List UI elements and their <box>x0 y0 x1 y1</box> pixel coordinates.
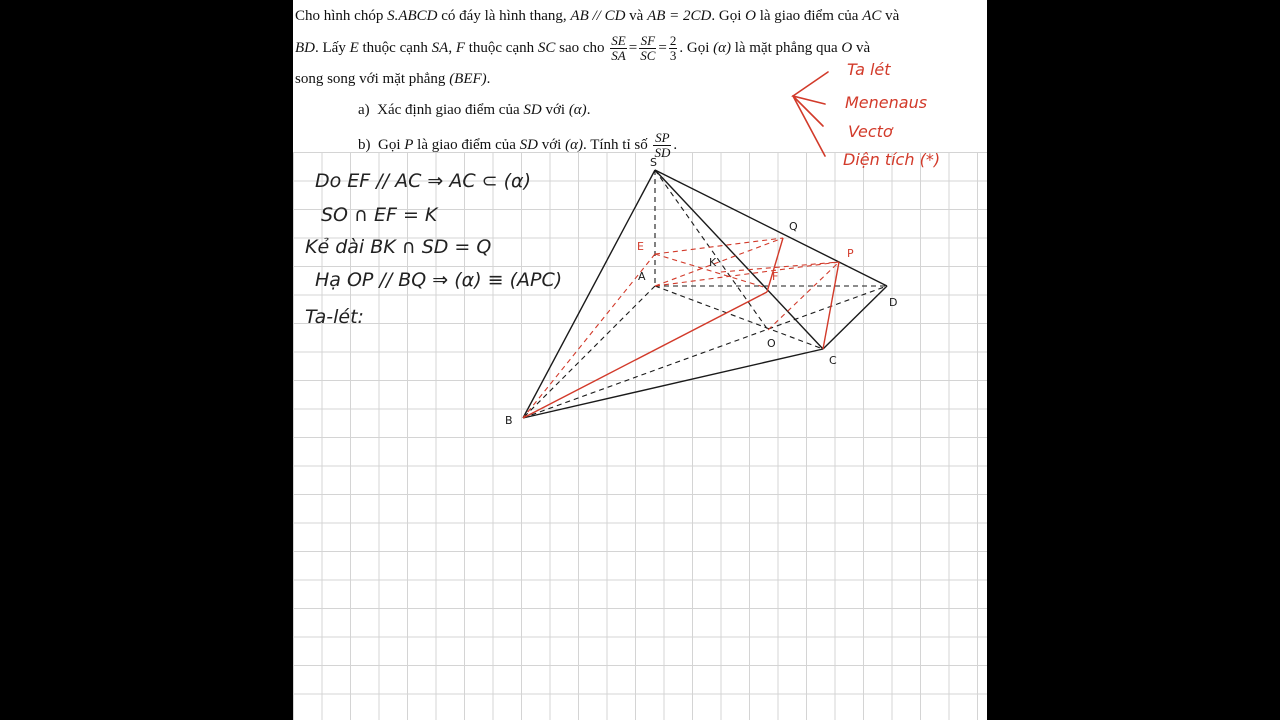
text: . Lấy <box>315 39 350 56</box>
segment-ac: AC <box>862 8 882 24</box>
label-f: F <box>772 270 779 283</box>
text: sao cho <box>555 39 609 56</box>
segment-bd: BD <box>295 39 315 56</box>
question-label: a) <box>358 102 370 118</box>
denominator: SD <box>654 145 671 160</box>
segment-sc: SC <box>537 39 556 56</box>
numerator: SP <box>655 130 670 145</box>
edge-sb <box>523 170 655 418</box>
text: Gọi <box>378 136 405 153</box>
segment-sa: SA <box>431 39 449 56</box>
segment-bf <box>523 292 767 418</box>
point-o: O <box>745 8 756 24</box>
label-d: D <box>889 296 898 309</box>
method-talet: Ta lét <box>847 60 891 79</box>
label-k: K <box>709 256 717 269</box>
text: song song với mặt phẳng <box>295 71 450 87</box>
numerator: 2 <box>669 33 677 48</box>
segment-kp <box>721 262 839 272</box>
label-b: B <box>505 414 513 427</box>
pyramid-name: S.ABCD <box>387 8 438 24</box>
point-f: F <box>455 39 465 56</box>
text: là giao điểm của <box>413 136 520 153</box>
label-c: C <box>829 354 837 367</box>
plane-alpha: (α) <box>713 39 731 56</box>
worksheet-page <box>293 0 987 720</box>
label-p: P <box>847 247 854 260</box>
label-s: S <box>650 156 657 169</box>
parallel-relation: AB // CD <box>570 8 626 24</box>
method-menelaus: Menenaus <box>845 93 928 112</box>
numerator: SF <box>640 33 656 48</box>
segment-fq <box>767 238 783 292</box>
label-o: O <box>767 337 776 350</box>
text: có đáy là hình thang, <box>437 8 571 24</box>
text: . Tính tỉ số <box>582 136 652 153</box>
edge-sc <box>655 170 823 349</box>
note-line-5: Ta-lét: <box>305 306 364 328</box>
edge-sd <box>655 170 887 286</box>
text: Cho hình chóp <box>295 8 388 24</box>
note-line-3: Kẻ dài BK ∩ SD = Q <box>305 236 492 258</box>
segment-sd: SD <box>519 136 538 153</box>
point-p: P <box>404 136 414 153</box>
denominator: SA <box>611 48 626 63</box>
text: . Gọi <box>679 39 714 56</box>
denominator: 3 <box>669 48 677 63</box>
segment-sd: SD <box>523 102 542 118</box>
label-e: E <box>637 240 644 253</box>
text: . <box>673 136 678 153</box>
note-line-1: Do EF // AC ⇒ AC ⊂ (α) <box>315 170 531 192</box>
text: với <box>541 102 569 118</box>
text: Xác định giao điểm của <box>377 102 524 118</box>
denominator: SC <box>640 48 656 63</box>
text: thuộc cạnh <box>464 39 538 56</box>
text: là giao điểm của <box>755 8 863 24</box>
label-a: A <box>638 270 646 283</box>
length-relation: AB = 2CD <box>647 8 712 24</box>
edge-bc <box>523 349 823 418</box>
text: , <box>448 39 456 56</box>
method-vecto: Vectơ <box>848 122 893 141</box>
pyramid-figure <box>293 0 987 720</box>
label-q: Q <box>789 220 798 233</box>
edge-ab-hidden <box>523 286 655 418</box>
text: là mặt phẳng qua <box>730 39 842 56</box>
question-label: b) <box>358 136 371 153</box>
method-dientich: Diện tích (*) <box>843 150 941 169</box>
plane-alpha: (α) <box>568 102 587 118</box>
text: . <box>486 71 491 87</box>
point-e: E <box>349 39 359 56</box>
text: với <box>537 136 566 153</box>
text: và <box>625 8 648 24</box>
segment-ap <box>655 262 839 286</box>
text: . Gọi <box>711 8 746 24</box>
segment-be <box>523 254 655 418</box>
diagonal-bd <box>523 286 887 418</box>
text: . <box>586 102 591 118</box>
point-o: O <box>841 39 853 56</box>
plane-alpha: (α) <box>565 136 583 153</box>
text: thuộc cạnh <box>358 39 432 56</box>
segment-aq <box>655 238 783 286</box>
numerator: SE <box>611 33 626 48</box>
problem-line-2: BD. Lấy E thuộc cạnh SA, F thuộc cạnh SC sao cho $\frac{SE}{SA}$ = $\frac{SF}{SC}$ = $\frac{2}{3}$ . Gọi (α) là mặt phẳng qua O và <box>295 33 871 63</box>
text: và <box>881 8 900 24</box>
plane-bef: (BEF) <box>449 71 487 87</box>
segment-eq <box>655 238 783 254</box>
text: và <box>852 39 871 56</box>
note-line-4: Hạ OP // BQ ⇒ (α) ≡ (APC) <box>315 269 563 291</box>
note-line-2: SO ∩ EF = K <box>321 204 438 226</box>
